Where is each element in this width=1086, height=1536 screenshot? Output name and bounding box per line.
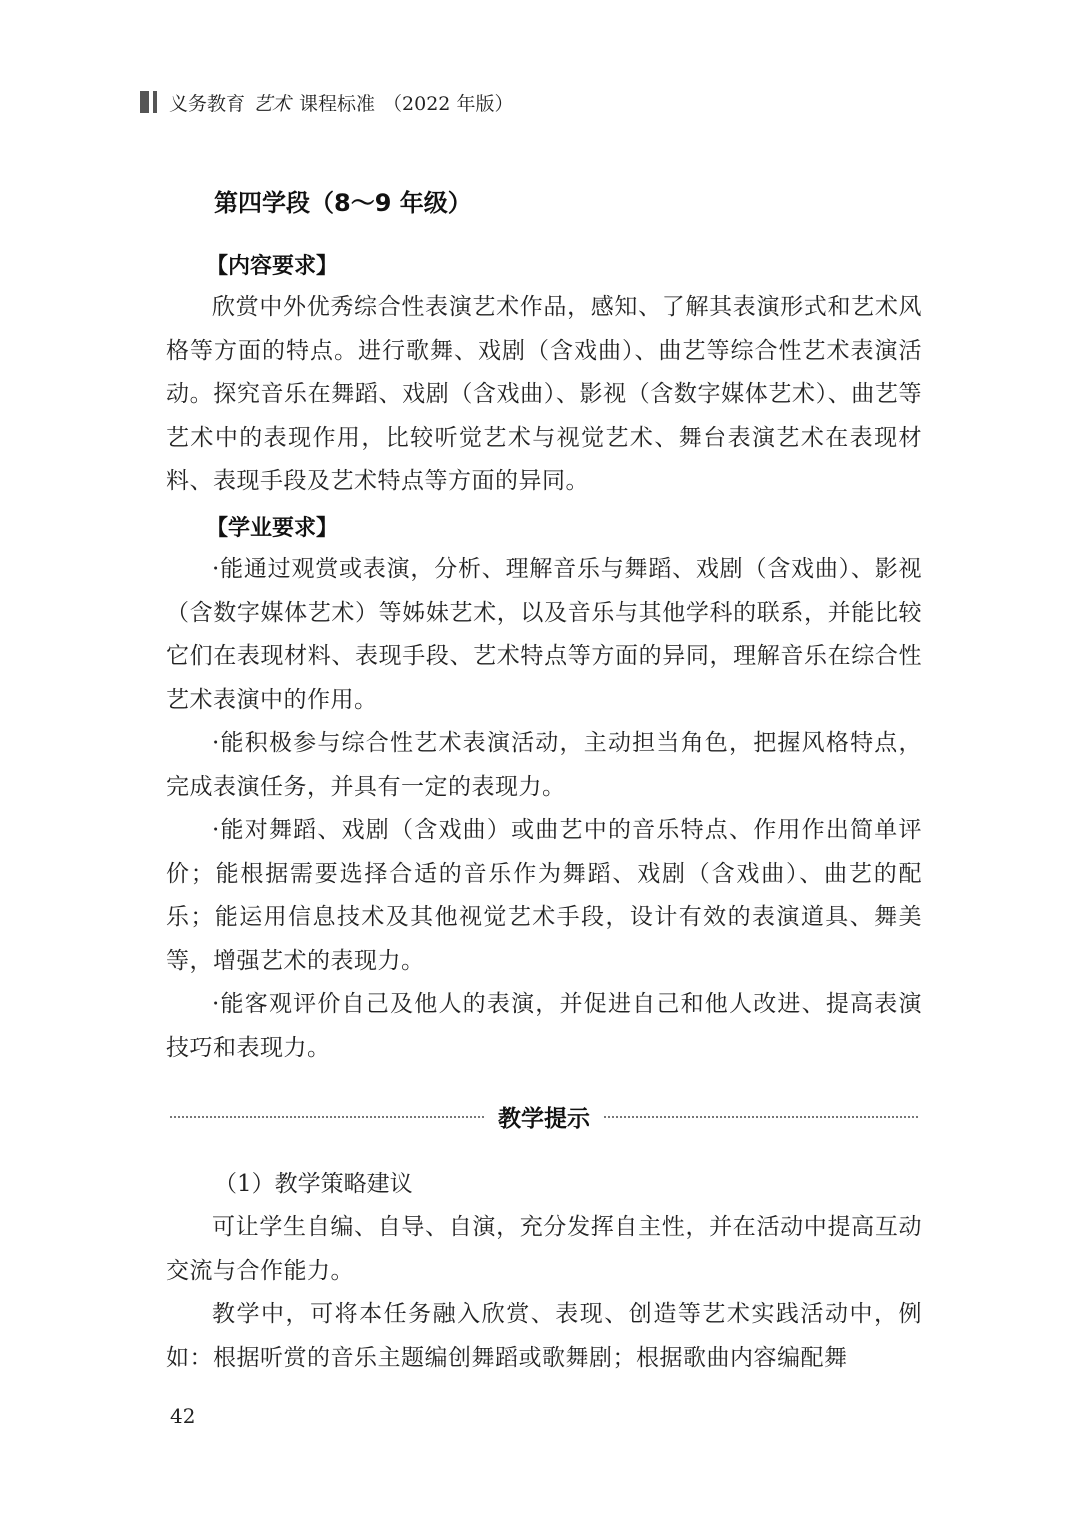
academic-requirement-item: ·能对舞蹈、戏剧（含戏曲）或曲艺中的音乐特点、作用作出简单评价；能根据需要选择合适的音乐作为舞蹈、戏剧（含戏曲）、曲艺的配乐；能运用信息技术及其他视觉艺术手段，设计有效的表演道具、舞美等，增强艺术的表现力。 (166, 817, 922, 974)
content-requirements-paragraph: 欣赏中外优秀综合性表演艺术作品，感知、了解其表演形式和艺术风格等方面的特点。进行歌舞、戏剧（含戏曲）、曲艺等综合性艺术表演活动。探究音乐在舞蹈、戏剧（含戏曲）、影视（含数字媒体艺术）、曲艺等艺术中的表现作用，比较听觉艺术与视觉艺术、舞台表演艺术在表现材料、表现手段及艺术特点等方面的异同。 (166, 294, 922, 494)
page-number: 42 (170, 1404, 196, 1428)
content-requirements-heading: 【内容要求】 (206, 254, 339, 279)
academic-requirement-item: ·能积极参与综合性艺术表演活动，主动担当角色，把握风格特点，完成表演任务，并具有一定的表现力。 (166, 730, 922, 800)
teaching-tips-label: 教学提示 (498, 1106, 590, 1132)
dotted-rule-left (170, 1116, 484, 1118)
academic-requirements-block (166, 510, 922, 1070)
content-requirements-block (166, 248, 922, 504)
academic-requirement-item: ·能客观评价自己及他人的表演，并促进自己和他人改进、提高表演技巧和表现力。 (166, 991, 922, 1061)
academic-requirements-heading: 【学业要求】 (206, 516, 339, 541)
teaching-tips-block (166, 1163, 922, 1380)
running-header (140, 88, 521, 116)
section-title: 第四学段（8～9 年级） (214, 189, 472, 217)
teaching-strategy-subheading: （1）教学策略建议 (214, 1171, 413, 1197)
header-title (169, 89, 521, 116)
header-bars-icon (140, 91, 157, 113)
header-part1: 义务教育 (169, 92, 246, 115)
header-part3: 课程标准 (299, 92, 376, 115)
header-part2: 艺术 (253, 92, 292, 115)
header-part4: （2022 年版） (383, 92, 514, 115)
teaching-tips-divider (170, 1100, 918, 1133)
academic-requirement-item: ·能通过观赏或表演，分析、理解音乐与舞蹈、戏剧（含戏曲）、影视（含数字媒体艺术）等姊妹艺术，以及音乐与其他学科的联系，并能比较它们在表现材料、表现手段、艺术特点等方面的异同，理解音乐在综合性艺术表演中的作用。 (166, 556, 922, 713)
dotted-rule-right (604, 1116, 918, 1118)
teaching-paragraph: 可让学生自编、自导、自演，充分发挥自主性，并在活动中提高互动交流与合作能力。 (166, 1214, 922, 1284)
teaching-paragraph: 教学中，可将本任务融入欣赏、表现、创造等艺术实践活动中，例如：根据听赏的音乐主题编创舞蹈或歌舞剧；根据歌曲内容编配舞 (166, 1301, 922, 1371)
